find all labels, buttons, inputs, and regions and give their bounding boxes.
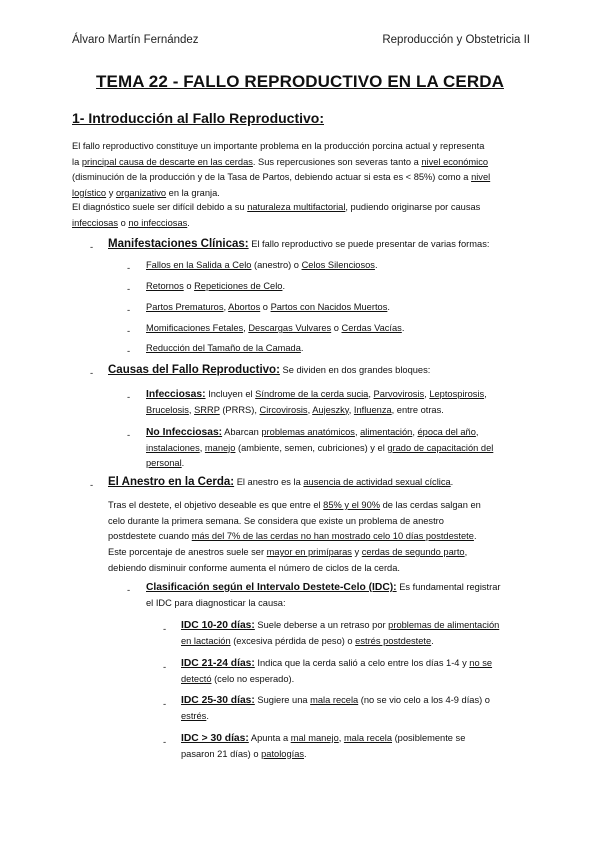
bullet-dash: - [127, 430, 131, 441]
manifest-item: Reducción del Tamaño de la Camada. [146, 343, 304, 353]
bullet-dash: - [90, 242, 94, 253]
bullet-dash: - [127, 284, 131, 295]
bullet-dash: - [90, 368, 94, 379]
manifest-item: Fallos en la Salida a Celo (anestro) o Celos Silenciosos. [146, 260, 378, 270]
idc-item: IDC 21-24 días: Indica que la cerda salió a celo entre los días 1-4 y no se detectó (celo no esperado). [181, 658, 493, 684]
anestro-paragraph-2: Este porcentaje de anestros suele ser mayor en primíparas y cerdas de segundo parto, debiendo disminuir conforme aumenta el número de ciclos de la cerda. [108, 547, 468, 573]
bullet-dash: - [127, 392, 131, 403]
anestro-heading: El Anestro en la Cerda: El anestro es la ausencia de actividad sexual cíclica. [108, 476, 454, 488]
bullet-dash: - [127, 585, 131, 596]
section-heading-intro: 1- Introducción al Fallo Reproductivo: [72, 110, 325, 126]
manifestaciones-heading: Manifestaciones Clínicas: El fallo reproductivo se puede presentar de varias formas: [108, 238, 490, 250]
manifest-item: Partos Prematuros, Abortos o Partos con Nacidos Muertos. [146, 302, 390, 312]
bullet-dash: - [163, 699, 167, 710]
clasificacion-heading: Clasificación según el Intervalo Destete-Celo (IDC): Es fundamental registrar el IDC para diagnosticar la causa: [146, 582, 501, 608]
bullet-dash: - [163, 624, 167, 635]
bullet-dash: - [127, 346, 131, 357]
manifest-item: Retornos o Repeticiones de Celo. [146, 281, 286, 291]
header-author: Álvaro Martín Fernández [72, 34, 199, 46]
manifest-item: Momificaciones Fetales, Descargas Vulvares o Cerdas Vacías. [146, 323, 405, 333]
idc-item: IDC 10-20 días: Suele deberse a un retraso por problemas de alimentación en lactación (excesiva pérdida de peso) o estrés postdestete. [181, 620, 500, 646]
bullet-dash: - [127, 326, 131, 337]
bullet-dash: - [90, 480, 94, 491]
anestro-paragraph-1: Tras el destete, el objetivo deseable es que entre el 85% y el 90% de las cerdas salgan en celo durante la primera semana. Se considera que existe un problema de anestro postdestete cuando más del 7% de las cerdas no han mostrado celo 10 días postdestete. [108, 500, 481, 541]
bullet-dash: - [127, 305, 131, 316]
bullet-dash: - [163, 737, 167, 748]
page-title: TEMA 22 - FALLO REPRODUCTIVO EN LA CERDA [96, 72, 504, 91]
header-course: Reproducción y Obstetricia II [382, 34, 530, 46]
bullet-dash: - [163, 662, 167, 673]
causas-infecciosas: Infecciosas: Incluyen el Síndrome de la cerda sucia, Parvovirosis, Leptospirosis, Brucelosis, SRRP (PRRS), Circovirosis, Aujeszky, Influenza, entre otras. [146, 389, 487, 415]
intro-paragraph-2: El diagnóstico suele ser difícil debido a su naturaleza multifactorial, pudiendo originarse por causas infecciosas o no infecciosas. [72, 202, 481, 228]
idc-item: IDC > 30 días: Apunta a mal manejo, mala recela (posiblemente se pasaron 21 días) o patologías. [181, 733, 466, 759]
idc-item: IDC 25-30 días: Sugiere una mala recela (no se vio celo a los 4-9 días) o estrés. [181, 695, 490, 721]
bullet-dash: - [127, 263, 131, 274]
causas-heading: Causas del Fallo Reproductivo: Se dividen en dos grandes bloques: [108, 364, 431, 376]
causas-no-infecciosas: No Infecciosas: Abarcan problemas anatómicos, alimentación, época del año, instalaciones, manejo (ambiente, semen, cubriciones) y el grado de capacitación del personal. [146, 427, 494, 468]
intro-paragraph-1: El fallo reproductivo constituye un importante problema en la producción porcina actual y representa la principal causa de descarte en las cerdas. Sus repercusiones son severas tanto a nivel económico (disminución de la producción y de la Tasa de Partos, debiendo actuar si esta es < 85%) como a nivel logístico y organizativo en la granja. [72, 141, 491, 198]
